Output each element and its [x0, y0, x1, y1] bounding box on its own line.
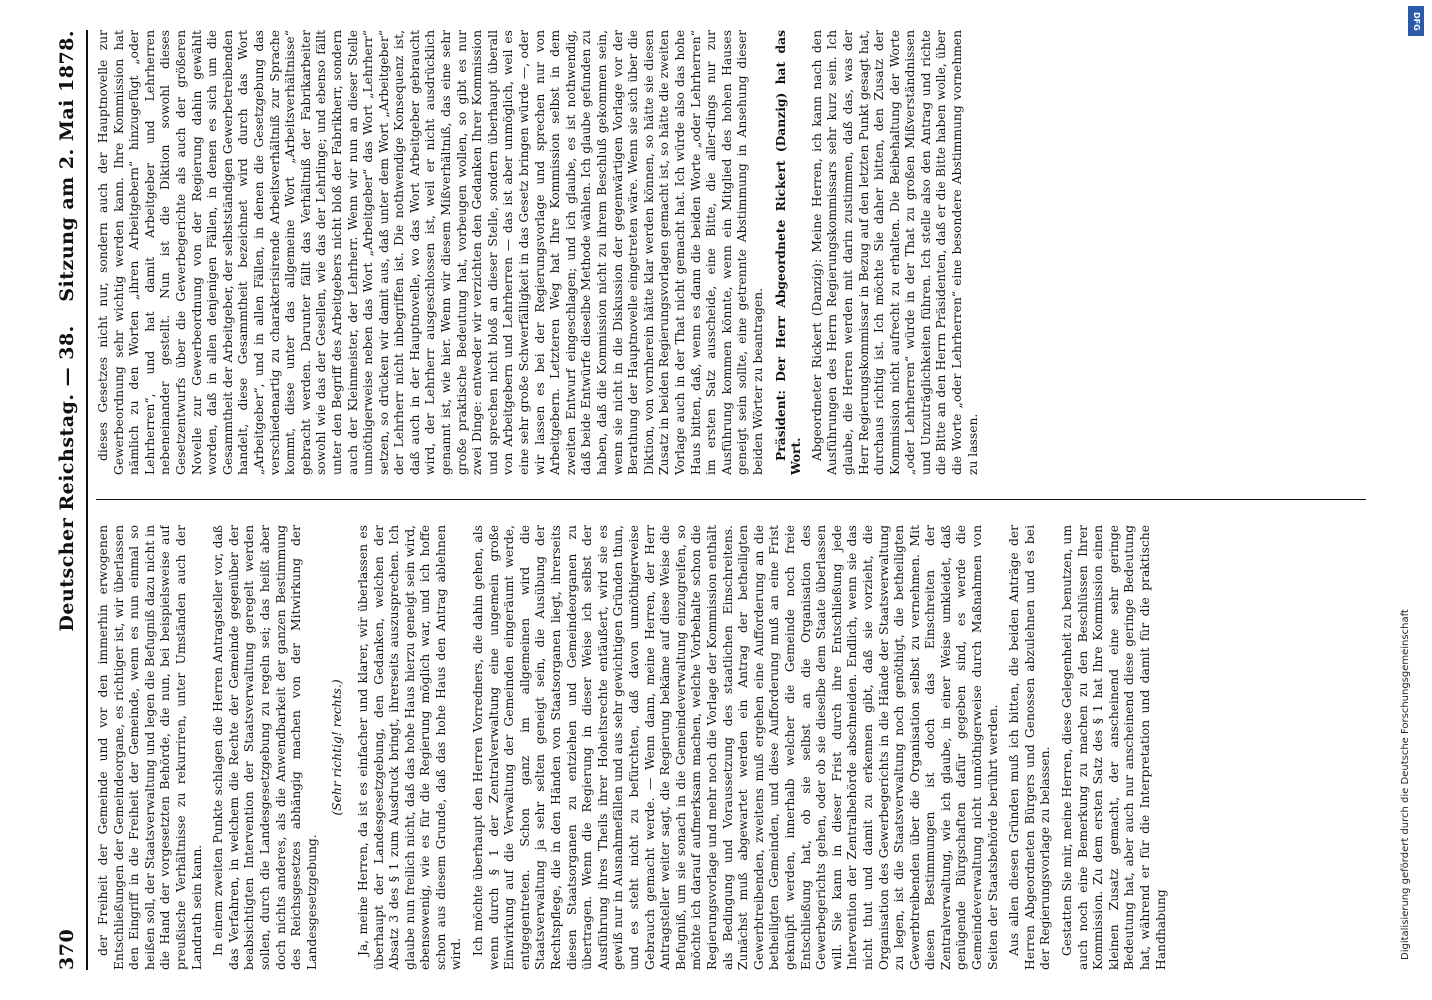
- page-number: 370: [56, 928, 78, 970]
- paragraph: Ich möchte überhaupt den Herren Vorredners, die dahin gehen, als wenn durch § 1 der Zentralverwaltung eine ungemein große Einwirkung auf die Verwaltung der Gemeinden eingeräumt werde, entgegentreten. Schon ganz im allgemeinen wird die Staatsverwaltung ja sehr selten geneigt sein, die Ausübung der Rechtspflege, die in den Händen von Staatsorganen liegt, ihrerseits diesen Staatsorganen zu entziehen und Gemeindeorganen zu übertragen. Wenn die Regierung in dieser Weise ich selbst der Ausführung ihres Theils ihrer Hoheitsrechte entäußert, wird sie es gewiß nur in Ausnahmefällen und aus sehr gewichtigen Gründen thun, und es steht nicht zu befürchten, daß davon unnöthigerweise Gebrauch gemacht werde. — Wenn dann, meine Herren, der Herr Antragsteller weiter sagt, die Regierung bekäme auf diese Weise die Befugniß, um sie sonach in die Gemeindeverwaltung einzugreifen, so möchte ich darauf aufmerksam machen, welche Vorbehalte schon die Regierungsvorlage und mehr noch die Vorlage der Kommission enthält als Bedingung und Voraussetzung des staatlichen Einschreitens. Zunächst muß abgewartet werden ein Antrag der betheiligten Gewerbtreibenden, zweitens muß ergehen eine Aufforderung an die betheiligten Gemeinden, und diese Aufforderung muß an eine Frist geknüpft werden, innerhalb welcher die Gemeinde noch freie Entschließung hat, ob sie selbst an die Organisation des Gewerbegerichts gehen, oder ob sie dieselbe dem Staate überlassen will. Sie kann in dieser Frist durch ihre Entschließung jede Intervention der Zentralbehörde abschneiden. Endlich, wenn sie das nicht thut und damit zu erkennen gibt, daß sie vorzieht, die Organisation des Gewerbegerichts in die Hände der Staatsverwaltung zu legen, ist die Staatsverwaltung noch genöthigt, die betheiligten Gewerbtreibenden über die Organisation selbst zu vernehmen. Mit diesen Bestimmungen ist doch das Einschreiten der Zentralverwaltung, wie ich glaube, in einer Weise umkleidet, daß genügende Bürgschaften dafür gegeben sind, es werde die Gemeindeverwaltung nicht unnöthigerweise durch Maßnahmen von Seiten der Staatsbehörde berührt werden.: [471, 525, 1000, 970]
- paragraph: In einem zweiten Punkte schlagen die Herren Antragsteller vor, daß das Verfahren, in welchem die Rechte der Gemeinde gegenüber der beabsichtigten Intervention der Staatsverwaltung geregelt werden sollen, durch die Landesgesetzgebung zu regeln sei; das heißt aber doch nichts anderes, als die Anwendbarkeit der ganzen Bestimmung des Reichsgesetzes abhängig machen von der Mitwirkung der Landesgesetzgebung.: [211, 525, 319, 970]
- digitization-footer: [1400, 40, 1426, 960]
- rotated-newspaper-page: [20, 0, 1400, 1000]
- speaker-line: Präsident: Der Herr Abgeordnete Rickert (Danzig) hat das Wort.: [772, 30, 804, 475]
- running-head: [56, 30, 82, 970]
- paragraph: Aus allen diesen Gründen muß ich bitten, die beiden Anträge der Herren Abgeordneten Bürgers und Genossen abzulehnen und es bei der Regierungsvorlage zu belassen.: [1007, 525, 1053, 970]
- interjection: (Sehr richtig! rechts.): [330, 679, 345, 816]
- header-rule: [86, 30, 88, 970]
- dfg-logo-icon: DFG: [1408, 6, 1424, 36]
- paragraph: Abgeordneter Rickert (Danzig): Meine Herren, ich kann nach den Ausführungen des Herrn Regierungskommissars sehr kurz sein. Ich glaube, die Herren werden mit darin zustimmen, daß das, was der Herr Regierungskommissar in Bezug auf den letzten Punkt gesagt hat, durchaus richtig ist. Ich möchte Sie daher bitten, den Zusatz der Kommission nicht aufrecht zu erhalten. Die Beibehaltung der Worte „oder Lehrherren“ würde in der That zu großen Mißverständnissen und Unzuträglichkeiten führen. Ich stelle also den Antrag und richte die Bitte an den Herrn Präsidenten, daß er die Bitte haben wolle, über die Worte „oder Lehrherren“ eine besondere Abstimmung vornehmen zu lassen.: [809, 30, 980, 475]
- header-right-title: Sitzung am 2. Mai 1878.: [56, 30, 78, 302]
- paragraph: der Freiheit der Gemeinde und vor den immerhin erwogenen Entschließungen der Gemeindeorgane, es richtiger ist, wir überlassen den Eingriff in die Freiheit der Gemeinde, wenn es nun einmal so heißen soll, der Staatsverwaltung und legen die Befugniß dazu nicht in die Hand der vorgesetzten Behörde, die nun, bei beispielsweise auf preußische Verhältnisse zu rekurriren, unter Umständen auch der Landrath sein kann.: [96, 525, 204, 970]
- paragraph: Gestatten Sie mir, meine Herren, diese Gelegenheit zu benutzen, um auch noch eine Bemerkung zu machen zu den Beschlüssen Ihrer Kommission. Zu dem ersten Satz des § 1 hat Ihre Kommission einen kleinen Zusatz gemacht, der anscheinend eine sehr geringe Bedeutung hat, aber auch nur anscheinend diese geringe Bedeutung hat, während er für die Interpretation und damit für die praktische Handhabung: [1060, 525, 1168, 970]
- column-divider: [96, 499, 1366, 500]
- paragraph: Ja, meine Herren, da ist es einfacher und klarer, wir überlassen es überhaupt der Landesgesetzgebung, den Gedanken, welchen der Absatz 3 des § 1 zum Ausdruck bringt, ihrerseits auszusprechen. Ich glaube nun freilich nicht, daß das hohe Haus hierzu geneigt sein wird, ebensowenig, wie es für die Regierung möglich war, und ich hoffe schon aus diesem Grunde, daß das hohe Haus den Antrag ablehnen wird.: [355, 525, 464, 970]
- left-column: [96, 525, 1376, 970]
- paragraph: dieses Gesetzes nicht nur, sondern auch der Hauptnovelle zur Gewerbeordnung sehr wichtig werden kann. Ihre Kommission hat nämlich zu den Worten „ihren Arbeitgebern“ hinzugefügt „oder Lehrherren“, und hat damit Arbeitgeber und Lehrherren nebeneinander gestellt. Nun ist die Diktion sowohl dieses Gesetzentwurfs über die Gewerbegerichte als auch der größeren Novelle zur Gewerbeordnung von der Regierung dahin gewählt worden, daß in allen denjenigen Fällen, in denen es sich um die Gesammtheit der Arbeitgeber, der selbstständigen Gewerbetreibenden handelt, diese Gesammtheit bezeichnet wird durch das Wort „Arbeitgeber“, und in allen Fällen, in denen die Gesetzgebung das verschiedenartig zu charakterisirende Arbeitsverhältniß zur Sprache kommt, diese unter das allgemeine Wort „Arbeitsverhältnisse“ gebracht werden. Darunter fällt das Verhältniß der Fabrikarbeiter sowohl wie das der Gesellen, wie das der Lehrlinge; und ebenso fällt unter den Begriff des Arbeitgebers nicht bloß der Fabrikherr, sondern auch der Kleinmeister, der Lehrherr. Wenn wir nun an dieser Stelle unnöthigerweise neben das Wort „Arbeitgeber“ das Wort „Lehrherr“ setzen, so drücken wir damit aus, daß unter dem Wort „Arbeitgeber“ der Lehrherr nicht inbegriffen ist. Die nothwendige Konsequenz ist, daß auch in der Hauptnovelle, wo das Wort Arbeitgeber gebraucht wird, der Lehrherr ausgeschlossen ist, weil er nicht ausdrücklich genannt ist, wie hier. Wenn wir diesem Mißverhältniß, das eine sehr große praktische Bedeutung hat, vorbeugen wollen, so gibt es nur zwei Dinge: entweder wir verzichten den Gedanken Ihrer Kommission und sprechen nicht bloß an dieser Stelle, sondern überhaupt überall von Arbeitgebern und Lehrherren — das ist aber unmöglich, weil es eine sehr große Schwerfälligkeit in das Gesetz bringen würde —, oder wir lassen es bei der Regierungsvorlage und sprechen nur von Arbeitgebern. Letzteren Weg hat Ihre Kommission selbst in dem zweiten Entwurf eingeschlagen; und ich glaube, es ist nothwendig, daß beide Entwürfe dieselbe Methode wählen. Ich glaube gefunden zu haben, daß die Kommission nicht zu ihrem Beschluß gekommen sein, wenn sie nicht in die Diskussion der gegenwärtigen Vorlage vor der Berathung der Hauptnovelle eingetreten wäre. Wenn sie sich über die Diktion, von vornherein hätte klar werden können, so hätte sie diesen Zusatz in beiden Regierungsvorlagen gemacht ist, so hätte die zweiten Vorlage auch in der That nicht gemacht hat. Ich würde also das hohe Haus bitten, daß, wenn es dann die beiden Worte „oder Lehrherren“ im ersten Satz ausscheide, eine Bitte, die aller-dings nur zur Ausführung kommen könnte, wenn ein Mitglied des hohen Hauses geneigt sein sollte, eine getrennte Abstimmung in Ansehung dieser beiden Wörter zu beantragen.: [96, 30, 765, 475]
- right-column: [96, 30, 1376, 475]
- header-left-title: Deutscher Reichstag. — 38.: [56, 325, 78, 632]
- digitization-note: Digitalisierung gefördert durch die Deutsche Forschungsgemeinschaft: [1400, 609, 1411, 960]
